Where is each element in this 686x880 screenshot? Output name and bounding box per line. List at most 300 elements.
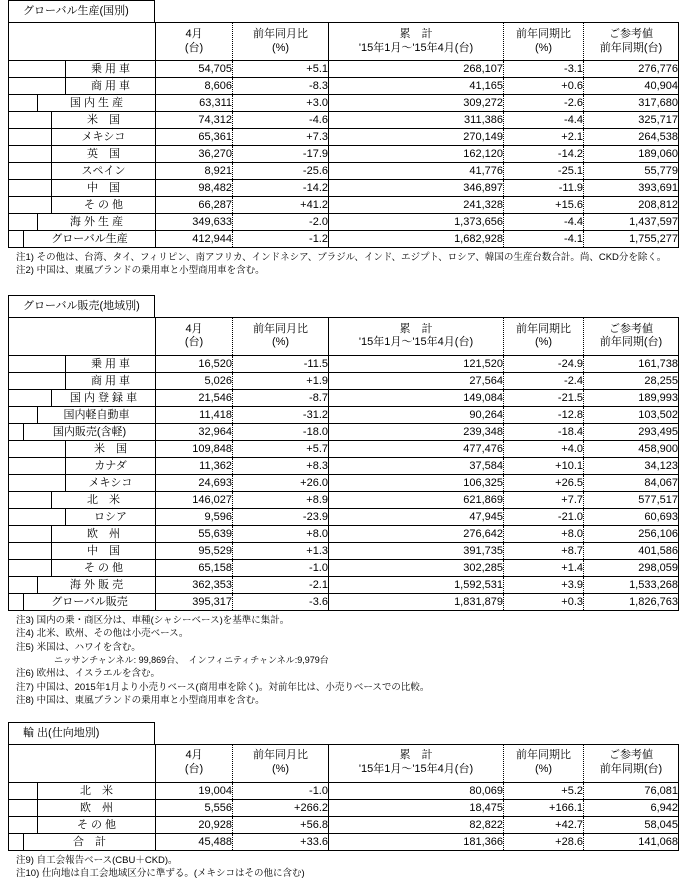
cell-yoy-cum: -21.5 — [504, 389, 584, 406]
header-cumulative-label: 累 計 — [399, 27, 433, 40]
cell-month: 55,639 — [156, 525, 233, 542]
header-yoy-cum — [504, 317, 584, 355]
header-cumulative-unit: '15年1月～'15年4月(台) — [358, 41, 474, 54]
cell-reference: 276,776 — [638, 63, 678, 75]
cell-month: 412,944 — [156, 231, 233, 248]
cell-yoy-cum: +42.7 — [504, 816, 584, 833]
row-label: 国 内 登 録 車 — [51, 390, 155, 406]
row-label: 乗 用 車 — [65, 356, 155, 372]
cell-yoy-cum: +10.1 — [504, 457, 584, 474]
cell-reference: 577,517 — [584, 491, 679, 508]
cell-reference: 1,755,277 — [584, 231, 679, 248]
cell-reference: 393,691 — [584, 180, 679, 197]
row-label-cell — [9, 833, 156, 850]
cell-reference: 103,502 — [584, 406, 679, 423]
sales-body — [9, 355, 679, 610]
cell-month: 9,596 — [156, 508, 233, 525]
cell-yoy-cum: -14.2 — [504, 146, 584, 163]
row-label: 中 国 — [51, 543, 155, 559]
cell-reference: 58,045 — [584, 816, 679, 833]
cell-month: 32,964 — [156, 423, 233, 440]
row-label-cell — [9, 78, 156, 95]
production-header-row — [9, 23, 679, 61]
row-label-cell — [9, 146, 156, 163]
cell-month: 54,705 — [156, 61, 233, 78]
cell-yoy-month: -8.7 — [233, 389, 329, 406]
table-row — [9, 214, 679, 231]
cell-yoy-month: -23.9 — [233, 508, 329, 525]
row-label: そ の 他 — [51, 197, 155, 213]
header-yoy-cum — [504, 23, 584, 61]
note-item: 注2) 中国は、東風ブランドの乗用車と小型商用車を含む。 — [16, 265, 265, 277]
cell-yoy-cum: -2.6 — [504, 95, 584, 112]
table-row — [9, 389, 679, 406]
row-label-cell — [9, 816, 156, 833]
note-item: 注3) 国内の乗・商区分は、車種(シャシーベース)を基準に集計。 — [16, 614, 290, 626]
row-label-cell — [9, 593, 156, 610]
cell-cumulative: 41,165 — [329, 78, 504, 95]
production-title-wrap — [8, 0, 678, 22]
cell-cumulative: 121,520 — [329, 355, 504, 372]
row-label: 米 国 — [65, 441, 155, 457]
cell-yoy-cum: -24.9 — [504, 355, 584, 372]
cell-yoy-month: -4.6 — [233, 112, 329, 129]
header-yoy-month — [233, 317, 329, 355]
note-item: 注1) その他は、台湾、タイ、フィリピン、南アフリカ、インドネシア、ブラジル、インド、エジプト、ロシア、韓国の生産台数合計。尚、CKD分を除く。 — [16, 252, 667, 263]
header-month-label: 4月 — [185, 322, 203, 335]
cell-yoy-cum: -21.0 — [504, 508, 584, 525]
row-label-cell — [9, 355, 156, 372]
cell-cumulative: 391,735 — [329, 542, 504, 559]
header-cumulative-unit: '15年1月～'15年4月(台) — [358, 763, 474, 776]
cell-reference: 264,538 — [584, 129, 679, 146]
table-row — [9, 355, 679, 372]
row-label: 北 米 — [51, 492, 155, 508]
row-label: グローバル生産 — [23, 231, 155, 247]
header-month — [156, 23, 233, 61]
cell-yoy-month: -17.9 — [233, 146, 329, 163]
cell-yoy-cum: +7.7 — [504, 491, 584, 508]
cell-yoy-month: -2.0 — [233, 214, 329, 231]
header-cumulative — [329, 23, 504, 61]
cell-yoy-month: -8.3 — [233, 78, 329, 95]
cell-cumulative: 1,373,656 — [329, 214, 504, 231]
row-label: 国内販売(含軽) — [23, 424, 155, 440]
cell-yoy-month: +5.7 — [233, 440, 329, 457]
cell-cumulative: 1,831,879 — [329, 593, 504, 610]
header-cumulative-unit: '15年1月～'15年4月(台) — [358, 336, 474, 349]
cell-month: 11,362 — [156, 457, 233, 474]
table-row — [9, 576, 679, 593]
header-month — [156, 317, 233, 355]
cell-cumulative: 302,285 — [329, 559, 504, 576]
cell-reference: 189,993 — [584, 389, 679, 406]
row-label: そ の 他 — [51, 560, 155, 576]
row-label-cell — [9, 406, 156, 423]
cell-reference: 189,060 — [584, 146, 679, 163]
cell-yoy-cum: -3.1 — [504, 61, 584, 78]
header-month — [156, 744, 233, 782]
cell-reference: 298,059 — [584, 559, 679, 576]
table-row — [9, 799, 679, 816]
sales-table — [8, 317, 679, 611]
cell-yoy-month: -1.2 — [233, 231, 329, 248]
cell-reference: 40,904 — [584, 78, 679, 95]
header-reference-unit: 前年同期(台) — [599, 41, 663, 54]
row-label: そ の 他 — [37, 817, 155, 833]
header-reference-label: ご参考値 — [609, 749, 653, 762]
cell-month: 74,312 — [156, 112, 233, 129]
cell-cumulative: 149,084 — [329, 389, 504, 406]
row-label-cell — [9, 508, 156, 525]
cell-cumulative: 37,584 — [329, 457, 504, 474]
row-label-cell — [9, 61, 156, 78]
sales-title: グローバル販売(地域別) — [8, 295, 155, 317]
cell-yoy-cum: +8.7 — [504, 542, 584, 559]
header-month-unit: (台) — [184, 41, 204, 54]
header-yoy-cum-unit: (%) — [534, 763, 553, 776]
cell-reference: 55,779 — [584, 163, 679, 180]
cell-yoy-month: -25.6 — [233, 163, 329, 180]
sales-block — [8, 295, 678, 708]
exports-table — [8, 744, 679, 851]
cell-yoy-cum: +2.1 — [504, 129, 584, 146]
cell-cumulative: 239,348 — [329, 423, 504, 440]
row-label-cell — [9, 559, 156, 576]
header-yoy-month — [233, 744, 329, 782]
cell-cumulative: 82,822 — [329, 816, 504, 833]
cell-reference: 161,738 — [638, 357, 678, 370]
table-row — [9, 146, 679, 163]
row-label: メキシコ — [51, 129, 155, 145]
row-label-cell — [9, 372, 156, 389]
header-yoy-cum-unit: (%) — [534, 41, 553, 54]
table-row — [9, 112, 679, 129]
cell-month: 8,921 — [156, 163, 233, 180]
row-label-cell — [9, 197, 156, 214]
header-yoy-cum-label: 前年同期比 — [516, 322, 571, 335]
cell-cumulative: 181,366 — [329, 833, 504, 850]
cell-yoy-month: +8.3 — [233, 457, 329, 474]
header-reference — [584, 23, 679, 61]
cell-yoy-month: +5.1 — [233, 61, 329, 78]
row-label-cell — [9, 231, 156, 248]
cell-yoy-month: +26.0 — [233, 474, 329, 491]
row-label-cell — [9, 491, 156, 508]
cell-yoy-month: -18.0 — [233, 423, 329, 440]
cell-yoy-month: -1.0 — [233, 782, 329, 799]
table-row — [9, 782, 679, 799]
exports-body — [9, 782, 679, 850]
cell-yoy-cum: +4.0 — [504, 440, 584, 457]
cell-reference: 325,717 — [584, 112, 679, 129]
cell-yoy-month: +8.9 — [233, 491, 329, 508]
cell-month: 95,529 — [156, 542, 233, 559]
cell-cumulative: 1,682,928 — [329, 231, 504, 248]
cell-reference: 458,900 — [584, 440, 679, 457]
row-label: 国 内 生 産 — [37, 95, 155, 111]
cell-month: 36,270 — [156, 146, 233, 163]
cell-month: 5,026 — [156, 372, 233, 389]
cell-reference: 84,067 — [584, 474, 679, 491]
exports-title-wrap — [8, 722, 678, 744]
section-gap — [0, 278, 686, 295]
cell-reference: 208,812 — [584, 197, 679, 214]
exports-title: 輸 出(仕向地別) — [8, 722, 155, 744]
row-label-cell — [9, 112, 156, 129]
cell-yoy-month: +266.2 — [233, 799, 329, 816]
header-yoy-cum — [504, 744, 584, 782]
cell-yoy-month: -31.2 — [233, 406, 329, 423]
cell-yoy-cum: -11.9 — [504, 180, 584, 197]
header-reference-unit: 前年同期(台) — [599, 336, 663, 349]
cell-yoy-month: +7.3 — [233, 129, 329, 146]
sales-header-row — [9, 317, 679, 355]
cell-cumulative: 477,476 — [329, 440, 504, 457]
row-label: 海 外 生 産 — [37, 214, 155, 230]
cell-month: 19,004 — [156, 782, 233, 799]
exports-header-row — [9, 744, 679, 782]
sales-title-wrap — [8, 295, 678, 317]
cell-yoy-cum: +166.1 — [504, 799, 584, 816]
header-cumulative-label: 累 計 — [399, 749, 433, 762]
cell-cumulative: 80,069 — [329, 782, 504, 799]
cell-cumulative: 309,272 — [329, 95, 504, 112]
table-row — [9, 163, 679, 180]
cell-yoy-cum: +26.5 — [504, 474, 584, 491]
header-month-unit: (台) — [184, 763, 204, 776]
table-row — [9, 406, 679, 423]
row-label: 欧 州 — [37, 800, 155, 816]
cell-yoy-month: +1.9 — [233, 372, 329, 389]
header-month-unit: (台) — [184, 336, 204, 349]
header-reference — [584, 317, 679, 355]
cell-yoy-cum: -4.4 — [504, 214, 584, 231]
row-label-cell — [9, 440, 156, 457]
row-label: 商 用 車 — [65, 78, 155, 94]
row-label-cell — [9, 576, 156, 593]
production-title: グローバル生産(国別) — [8, 0, 155, 22]
table-row — [9, 61, 679, 78]
sales-notes — [16, 614, 670, 708]
table-row — [9, 440, 679, 457]
cell-month: 11,418 — [156, 406, 233, 423]
header-yoy-cum-unit: (%) — [534, 336, 553, 349]
cell-reference: 76,081 — [644, 784, 678, 797]
note-item: 注10) 仕向地は自工会地域区分に準ずる。(メキシコはその他に含む) — [16, 868, 305, 880]
header-yoy-month-label: 前年同月比 — [253, 322, 308, 335]
cell-month: 395,317 — [156, 593, 233, 610]
note-item: 注9) 自工会報告ベース(CBU＋CKD)。 — [16, 854, 178, 866]
row-label: 英 国 — [51, 146, 155, 162]
row-label: 中 国 — [51, 180, 155, 196]
header-reference — [584, 744, 679, 782]
row-label: 商 用 車 — [65, 373, 155, 389]
cell-month: 16,520 — [156, 355, 233, 372]
cell-cumulative: 270,149 — [329, 129, 504, 146]
production-body — [9, 61, 679, 248]
cell-month: 109,848 — [156, 440, 233, 457]
row-label-cell — [9, 525, 156, 542]
header-spacer — [9, 744, 156, 782]
row-label: 国内軽自動車 — [37, 407, 155, 423]
cell-reference: 401,586 — [584, 542, 679, 559]
cell-yoy-month: +41.2 — [233, 197, 329, 214]
table-row — [9, 423, 679, 440]
cell-cumulative: 47,945 — [329, 508, 504, 525]
header-spacer — [9, 23, 156, 61]
cell-month: 5,556 — [156, 799, 233, 816]
header-yoy-cum-label: 前年同期比 — [516, 27, 571, 40]
header-yoy-cum-label: 前年同期比 — [516, 749, 571, 762]
row-label-cell — [9, 799, 156, 816]
cell-reference: 1,437,597 — [584, 214, 679, 231]
row-label: グローバル販売 — [23, 594, 155, 610]
header-yoy-month-label: 前年同月比 — [253, 749, 308, 762]
header-month-label: 4月 — [185, 749, 203, 762]
cell-cumulative: 311,386 — [329, 112, 504, 129]
row-label-cell — [9, 474, 156, 491]
row-label-cell — [9, 95, 156, 112]
cell-month: 98,482 — [156, 180, 233, 197]
row-label: カナダ — [65, 458, 155, 474]
cell-reference: 1,826,763 — [584, 593, 679, 610]
cell-reference: 293,495 — [584, 423, 679, 440]
cell-yoy-month: -3.6 — [233, 593, 329, 610]
row-label-cell — [9, 129, 156, 146]
row-label-cell — [9, 163, 156, 180]
cell-cumulative: 276,642 — [329, 525, 504, 542]
cell-yoy-cum: -12.8 — [504, 406, 584, 423]
table-row — [9, 78, 679, 95]
production-table — [8, 22, 679, 248]
cell-yoy-month: -11.5 — [233, 355, 329, 372]
cell-reference: 317,680 — [584, 95, 679, 112]
row-label: ロシア — [65, 509, 155, 525]
cell-month: 45,488 — [156, 833, 233, 850]
cell-yoy-cum: +8.0 — [504, 525, 584, 542]
production-notes — [16, 251, 670, 278]
row-label: メキシコ — [65, 475, 155, 491]
row-label-cell — [9, 389, 156, 406]
row-label: 乗 用 車 — [65, 61, 155, 77]
header-yoy-month — [233, 23, 329, 61]
cell-month: 349,633 — [156, 214, 233, 231]
cell-cumulative: 27,564 — [329, 372, 504, 389]
header-cumulative — [329, 317, 504, 355]
row-label-cell — [9, 542, 156, 559]
row-label-cell — [9, 782, 156, 799]
cell-reference: 28,255 — [584, 372, 679, 389]
cell-yoy-cum: +28.6 — [504, 833, 584, 850]
cell-reference: 141,068 — [584, 833, 679, 850]
cell-yoy-cum: +15.6 — [504, 197, 584, 214]
cell-yoy-month: +8.0 — [233, 525, 329, 542]
cell-cumulative: 90,264 — [329, 406, 504, 423]
cell-cumulative: 346,897 — [329, 180, 504, 197]
cell-yoy-month: -1.0 — [233, 559, 329, 576]
cell-reference: 1,533,268 — [584, 576, 679, 593]
cell-yoy-cum: +5.2 — [504, 782, 584, 799]
cell-cumulative: 268,107 — [329, 61, 504, 78]
exports-block — [8, 722, 678, 880]
header-cumulative-label: 累 計 — [399, 322, 433, 335]
header-cumulative — [329, 744, 504, 782]
row-label-cell — [9, 423, 156, 440]
table-row — [9, 95, 679, 112]
cell-yoy-cum: +0.3 — [504, 593, 584, 610]
cell-month: 20,928 — [156, 816, 233, 833]
cell-reference: 256,106 — [584, 525, 679, 542]
cell-yoy-cum: +1.4 — [504, 559, 584, 576]
header-reference-unit: 前年同期(台) — [599, 763, 663, 776]
table-row — [9, 491, 679, 508]
cell-cumulative: 106,325 — [329, 474, 504, 491]
row-label: スペイン — [51, 163, 155, 179]
row-label: 米 国 — [51, 112, 155, 128]
row-label: 欧 州 — [51, 526, 155, 542]
row-label-cell — [9, 214, 156, 231]
table-row — [9, 129, 679, 146]
header-reference-label: ご参考値 — [609, 27, 653, 40]
cell-yoy-cum: -4.1 — [504, 231, 584, 248]
header-yoy-month-unit: (%) — [271, 41, 290, 54]
cell-reference: 60,693 — [584, 508, 679, 525]
row-label: 北 米 — [37, 783, 155, 799]
cell-cumulative: 162,120 — [329, 146, 504, 163]
note-item: 注5) 米国は、ハワイを含む。 — [16, 641, 141, 653]
cell-cumulative: 41,776 — [329, 163, 504, 180]
cell-month: 63,311 — [156, 95, 233, 112]
table-row — [9, 231, 679, 248]
table-row — [9, 833, 679, 850]
cell-month: 24,693 — [156, 474, 233, 491]
row-label: 合 計 — [23, 834, 155, 850]
cell-yoy-cum: -25.1 — [504, 163, 584, 180]
note-item: 注4) 北米、欧州、その他は小売ベース。 — [16, 628, 189, 640]
cell-month: 21,546 — [156, 389, 233, 406]
cell-month: 362,353 — [156, 576, 233, 593]
table-row — [9, 457, 679, 474]
cell-yoy-month: +33.6 — [233, 833, 329, 850]
header-month-label: 4月 — [185, 27, 203, 40]
cell-cumulative: 241,328 — [329, 197, 504, 214]
table-row — [9, 816, 679, 833]
cell-yoy-month: +1.3 — [233, 542, 329, 559]
note-item: 注7) 中国は、2015年1月より小売りベース(商用車を除く)。対前年比は、小売りベースでの比較。 — [16, 681, 430, 693]
cell-yoy-cum: +0.6 — [504, 78, 584, 95]
table-row — [9, 180, 679, 197]
cell-yoy-month: -2.1 — [233, 576, 329, 593]
section-gap — [0, 708, 686, 722]
note-subline-channels: ニッサンチャンネル: 99,869台、 インフィニティチャンネル:9,979台 — [54, 655, 329, 666]
cell-yoy-cum: -18.4 — [504, 423, 584, 440]
cell-cumulative: 621,869 — [329, 491, 504, 508]
table-row — [9, 525, 679, 542]
cell-month: 8,606 — [156, 78, 233, 95]
cell-yoy-cum: +3.9 — [504, 576, 584, 593]
table-row — [9, 508, 679, 525]
header-reference-label: ご参考値 — [609, 322, 653, 335]
cell-yoy-cum: -4.4 — [504, 112, 584, 129]
table-row — [9, 197, 679, 214]
cell-cumulative: 1,592,531 — [329, 576, 504, 593]
header-yoy-month-unit: (%) — [271, 763, 290, 776]
table-row — [9, 372, 679, 389]
cell-reference: 6,942 — [584, 799, 679, 816]
cell-reference: 34,123 — [584, 457, 679, 474]
row-label-cell — [9, 180, 156, 197]
